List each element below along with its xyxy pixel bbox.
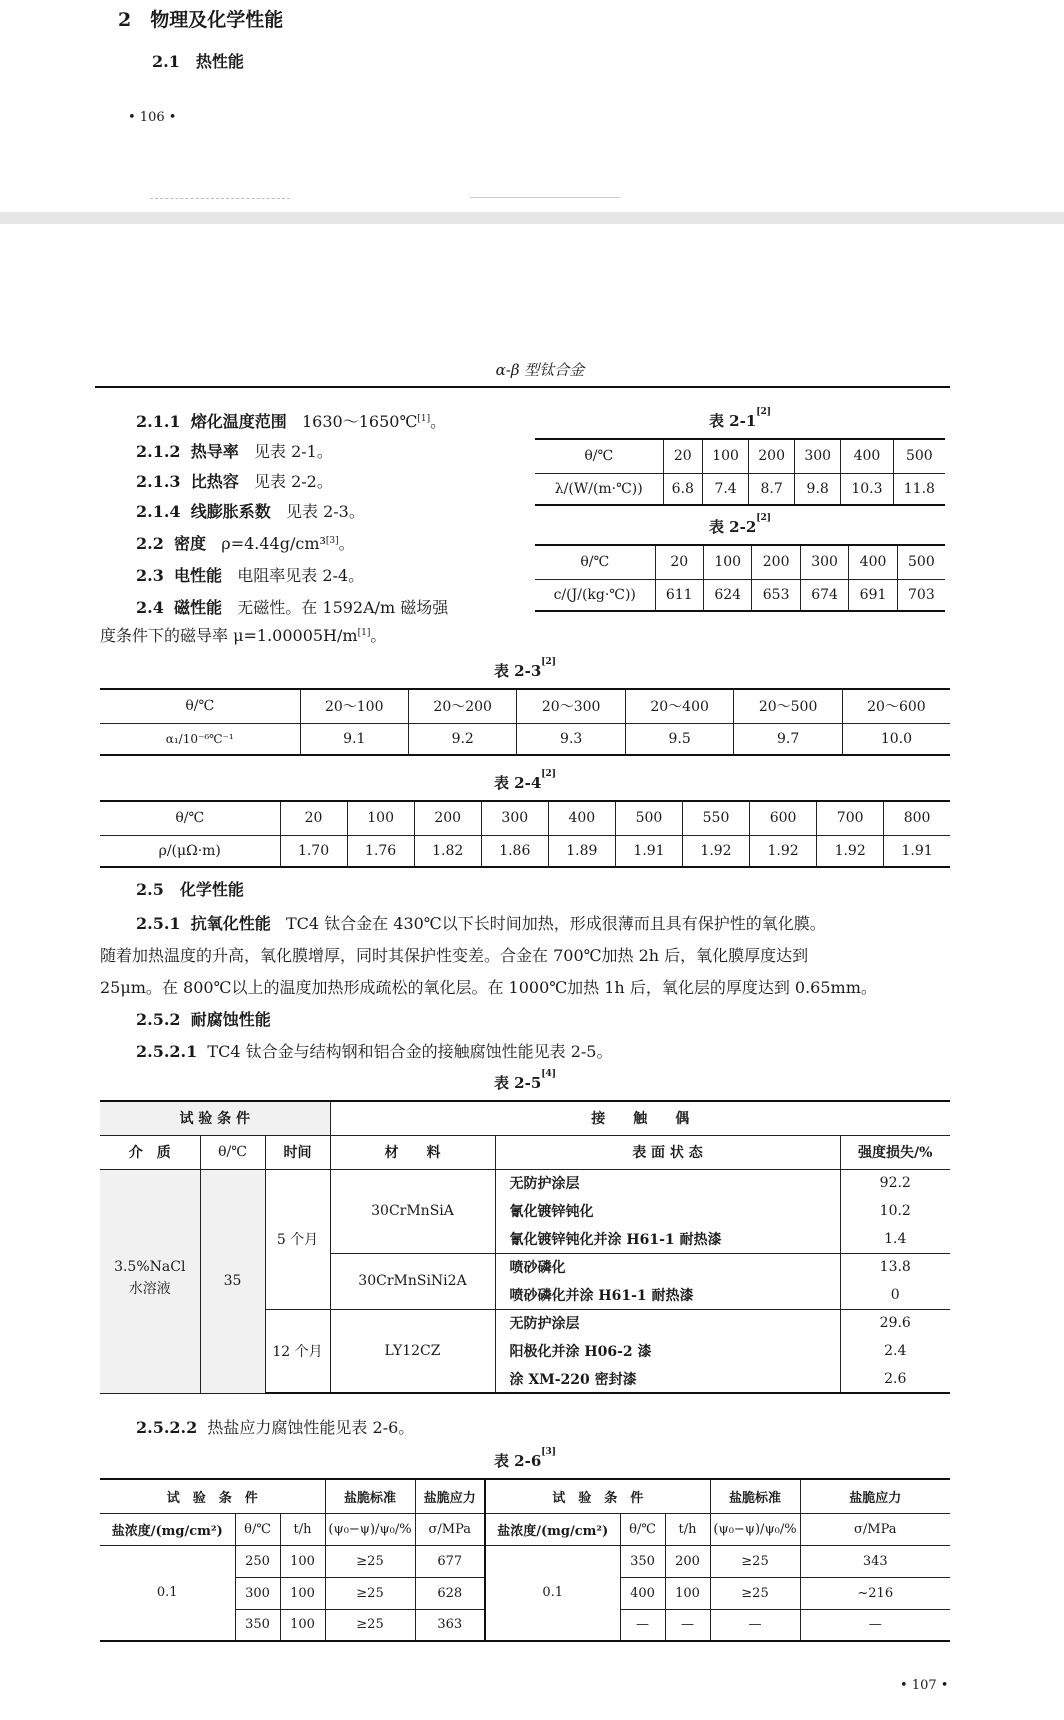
table-cell: 10.3 [841, 473, 893, 505]
table-row [100, 801, 950, 835]
table-cell: θ/℃ [100, 689, 300, 723]
table-col-header: 盐浓度/(mg/cm²) [100, 1513, 235, 1545]
table-cell: 9.5 [625, 723, 733, 755]
table-cell: 500 [615, 801, 682, 835]
table-cell: 400 [849, 545, 897, 579]
table-col-header: 时间 [265, 1135, 330, 1169]
table-cell: 350 [620, 1545, 665, 1577]
table-cell: 250 [235, 1545, 280, 1577]
table-cell: 628 [415, 1577, 485, 1609]
table-row [100, 1513, 950, 1545]
table-cell: 3.5%NaCl 水溶液 [100, 1169, 200, 1393]
table-row [535, 473, 945, 505]
table-cell: 703 [897, 579, 945, 611]
table-col-header: 表 面 状 态 [495, 1135, 840, 1169]
table-cell: ≥25 [325, 1545, 415, 1577]
table-cell: 氰化镀锌钝化并涂 H61-1 耐热漆 [495, 1225, 840, 1253]
table-cell: 550 [682, 801, 749, 835]
table-cell: 300 [235, 1577, 280, 1609]
table-cell: 400 [620, 1577, 665, 1609]
table-cell: 13.8 [840, 1253, 950, 1281]
running-head: α-β 型钛合金 [495, 361, 585, 379]
table-row [100, 1545, 950, 1577]
table-cell: 20 [280, 801, 347, 835]
table-cell: 5 个月 [265, 1169, 330, 1309]
table-cell: ≥25 [710, 1577, 800, 1609]
table-cell: 20～500 [734, 689, 842, 723]
table-cell: 100 [280, 1545, 325, 1577]
table-cell: 677 [415, 1545, 485, 1577]
chem-heading: 2.5 化学性能 [136, 880, 244, 899]
table-cell: 1.86 [481, 835, 548, 867]
section-2-1-1: 2.1.1 熔化温度范围 1630～1650℃[1]。 [136, 412, 447, 431]
table-cell: 30CrMnSiNi2A [330, 1253, 495, 1309]
table-cell: 0.1 [100, 1545, 235, 1641]
table-cell: 29.6 [840, 1309, 950, 1337]
table-col-header: 材 料 [330, 1135, 495, 1169]
table-col-header: (ψ₀−ψ)/ψ₀/% [325, 1513, 415, 1545]
table-cell: 1.92 [817, 835, 884, 867]
table-cell: 200 [665, 1545, 710, 1577]
table-cell: 1.91 [884, 835, 950, 867]
table-cell: 100 [280, 1609, 325, 1641]
table-cell: 674 [800, 579, 848, 611]
table-2-4-title: 表 2-4[2] [493, 769, 557, 792]
table-group-header: 盐脆应力 [800, 1479, 950, 1513]
table-cell: θ/℃ [535, 545, 655, 579]
table-cell: ≥25 [325, 1577, 415, 1609]
table-group-header: 盐脆标准 [710, 1479, 800, 1513]
table-cell: c/(J/(kg·℃)) [535, 579, 655, 611]
table-cell: 20 [663, 439, 703, 473]
table-cell: 12 个月 [265, 1309, 330, 1393]
table-2-3-title: 表 2-3[2] [493, 657, 557, 680]
table-cell: 300 [795, 439, 841, 473]
table-col-header: θ/℃ [620, 1513, 665, 1545]
table-row [100, 723, 950, 755]
section-2-2: 2.2 密度 ρ=4.44g/cm³[3]。 [136, 534, 355, 553]
table-cell: 9.7 [734, 723, 842, 755]
table-row [100, 689, 950, 723]
table-col-header: σ/MPa [415, 1513, 485, 1545]
table-cell: — [800, 1609, 950, 1641]
section-2-4: 2.4 磁性能 无磁性。在 1592A/m 磁场强 [136, 598, 449, 617]
table-2-5-title: 表 2-5[4] [493, 1069, 557, 1092]
table-col-header: 介 质 [100, 1135, 200, 1169]
table-cell: 11.8 [893, 473, 945, 505]
table-cell: 363 [415, 1609, 485, 1641]
table-row [535, 579, 945, 611]
table-2-1-title: 表 2-1[2] [708, 407, 772, 430]
table-cell: — [710, 1609, 800, 1641]
table-cell: 1.92 [750, 835, 817, 867]
table-cell: 611 [655, 579, 703, 611]
table-cell: 1.82 [414, 835, 481, 867]
table-cell: 阳极化并涂 H06-2 漆 [495, 1337, 840, 1365]
table-col-header: 强度损失/% [840, 1135, 950, 1169]
table-cell: 800 [884, 801, 950, 835]
table-cell: 8.7 [749, 473, 795, 505]
chem-p1-line3: 25μm。在 800℃以上的温度加热形成疏松的氧化层。在 1000℃加热 1h 后，氧化层的厚度达到 0.65mm。 [100, 978, 877, 997]
table-cell: 20～300 [517, 689, 625, 723]
table-cell: 500 [893, 439, 945, 473]
table-col-header: σ/MPa [800, 1513, 950, 1545]
chem-p1-line1: 2.5.1 抗氧化性能 TC4 钛合金在 430℃以下长时间加热，形成很薄而且具有保护性的氧化膜。 [136, 914, 826, 933]
table-cell: 300 [800, 545, 848, 579]
table-cell: — [665, 1609, 710, 1641]
table-cell: 9.3 [517, 723, 625, 755]
table-col-header: θ/℃ [235, 1513, 280, 1545]
table-group-header: 接 触 偶 [330, 1101, 950, 1135]
table-cell: θ/℃ [535, 439, 663, 473]
table-cell: 200 [749, 439, 795, 473]
table-cell: 20～100 [300, 689, 408, 723]
table-cell: λ/(W/(m·℃)) [535, 473, 663, 505]
table-cell: 2.4 [840, 1337, 950, 1365]
table-cell: ≥25 [710, 1545, 800, 1577]
table-cell: 92.2 [840, 1169, 950, 1197]
top-subheading: 2.1 热性能 [152, 52, 244, 71]
table-cell: θ/℃ [100, 801, 280, 835]
table-cell: 9.8 [795, 473, 841, 505]
table-cell: 1.91 [615, 835, 682, 867]
table-cell: 343 [800, 1545, 950, 1577]
table-cell: 200 [414, 801, 481, 835]
table-cell: 喷砂磷化 [495, 1253, 840, 1281]
table-cell: 400 [841, 439, 893, 473]
table-cell: — [620, 1609, 665, 1641]
table-row [100, 835, 950, 867]
table-cell: 2.6 [840, 1365, 950, 1393]
table-cell: 6.8 [663, 473, 703, 505]
table-cell: 10.2 [840, 1197, 950, 1225]
table-cell: 涂 XM-220 密封漆 [495, 1365, 840, 1393]
section-2-4-cont: 度条件下的磁导率 μ=1.00005H/m[1]。 [100, 626, 387, 645]
table-row [100, 1101, 950, 1135]
top-page-number: • 106 • [128, 110, 177, 125]
table-cell: 1.89 [548, 835, 615, 867]
table-cell: 1.4 [840, 1225, 950, 1253]
table-cell: 653 [752, 579, 800, 611]
page-gap [0, 212, 1064, 224]
scan-artifact-line [150, 198, 290, 199]
table-cell: 400 [548, 801, 615, 835]
chem-p2: 2.5.2 耐腐蚀性能 [136, 1010, 271, 1029]
table-cell: α₁/10⁻⁶℃⁻¹ [100, 723, 300, 755]
table-cell: 无防护涂层 [495, 1169, 840, 1197]
table-row [535, 545, 945, 579]
chem-p3: 2.5.2.1 TC4 钛合金与结构钢和铝合金的接触腐蚀性能见表 2-5。 [136, 1042, 613, 1061]
section-2-1-4: 2.1.4 线膨胀系数 见表 2-3。 [136, 502, 365, 521]
table-2-5 [100, 1100, 950, 1394]
table-cell: 20 [655, 545, 703, 579]
table-cell: 624 [703, 579, 751, 611]
table-group-header: 试 验 条 件 [485, 1479, 710, 1513]
table-cell: 20～200 [408, 689, 516, 723]
table-2-2-title: 表 2-2[2] [708, 513, 772, 536]
table-cell: 1.70 [280, 835, 347, 867]
table-col-header: t/h [665, 1513, 710, 1545]
table-cell: 9.1 [300, 723, 408, 755]
section-2-1-2: 2.1.2 热导率 见表 2-1。 [136, 442, 333, 461]
table-col-header: t/h [280, 1513, 325, 1545]
table-cell: 1.92 [682, 835, 749, 867]
table-row [100, 1479, 950, 1513]
table-cell: 7.4 [703, 473, 749, 505]
chem-p1-line2: 随着加热温度的升高，氧化膜增厚，同时其保护性变差。合金在 700℃加热 2h 后，氧化膜厚度达到 [100, 946, 809, 965]
table-cell: 1.76 [347, 835, 414, 867]
table-cell: 10.0 [842, 723, 950, 755]
table-group-header: 试 验 条 件 [100, 1101, 330, 1135]
table-cell: 100 [665, 1577, 710, 1609]
table-cell: 500 [897, 545, 945, 579]
table-cell: 100 [703, 545, 751, 579]
table-row [100, 1169, 950, 1197]
table-cell: 100 [347, 801, 414, 835]
table-cell: LY12CZ [330, 1309, 495, 1393]
bottom-page-number: • 107 • [900, 1678, 949, 1693]
running-head-rule [95, 386, 950, 388]
table-cell: 喷砂磷化并涂 H61-1 耐热漆 [495, 1281, 840, 1309]
table-cell: 100 [703, 439, 749, 473]
table-group-header: 盐脆标准 [325, 1479, 415, 1513]
table-cell: ≥25 [325, 1609, 415, 1641]
table-group-header: 盐脆应力 [415, 1479, 485, 1513]
chem-p4: 2.5.2.2 热盐应力腐蚀性能见表 2-6。 [136, 1418, 415, 1437]
scan-artifact-line [470, 197, 620, 198]
table-cell: 350 [235, 1609, 280, 1641]
table-col-header: (ψ₀−ψ)/ψ₀/% [710, 1513, 800, 1545]
table-cell: 300 [481, 801, 548, 835]
section-2-3: 2.3 电性能 电阻率见表 2-4。 [136, 566, 365, 585]
table-cell: 0 [840, 1281, 950, 1309]
table-cell: 氰化镀锌钝化 [495, 1197, 840, 1225]
table-cell: 700 [817, 801, 884, 835]
table-cell: 200 [752, 545, 800, 579]
table-row [535, 439, 945, 473]
table-row [100, 1135, 950, 1169]
table-cell: 691 [849, 579, 897, 611]
table-2-6-title: 表 2-6[3] [493, 1447, 557, 1470]
table-2-2 [535, 544, 945, 612]
table-2-4 [100, 800, 950, 868]
table-cell: 9.2 [408, 723, 516, 755]
table-group-header: 试 验 条 件 [100, 1479, 325, 1513]
section-2-1-3: 2.1.3 比热容 见表 2-2。 [136, 472, 333, 491]
table-cell: 600 [750, 801, 817, 835]
table-col-header: θ/℃ [200, 1135, 265, 1169]
table-cell: 无防护涂层 [495, 1309, 840, 1337]
table-cell: 20～400 [625, 689, 733, 723]
table-cell: 30CrMnSiA [330, 1169, 495, 1253]
table-2-1 [535, 438, 945, 506]
top-heading: 2 物理及化学性能 [118, 9, 284, 31]
table-cell: 20～600 [842, 689, 950, 723]
table-2-3 [100, 688, 950, 756]
table-cell: ρ/(μΩ·m) [100, 835, 280, 867]
table-cell: 35 [200, 1169, 265, 1393]
table-col-header: 盐浓度/(mg/cm²) [485, 1513, 620, 1545]
table-2-6 [100, 1478, 950, 1642]
table-cell: 100 [280, 1577, 325, 1609]
table-cell: ~216 [800, 1577, 950, 1609]
table-cell: 0.1 [485, 1545, 620, 1641]
